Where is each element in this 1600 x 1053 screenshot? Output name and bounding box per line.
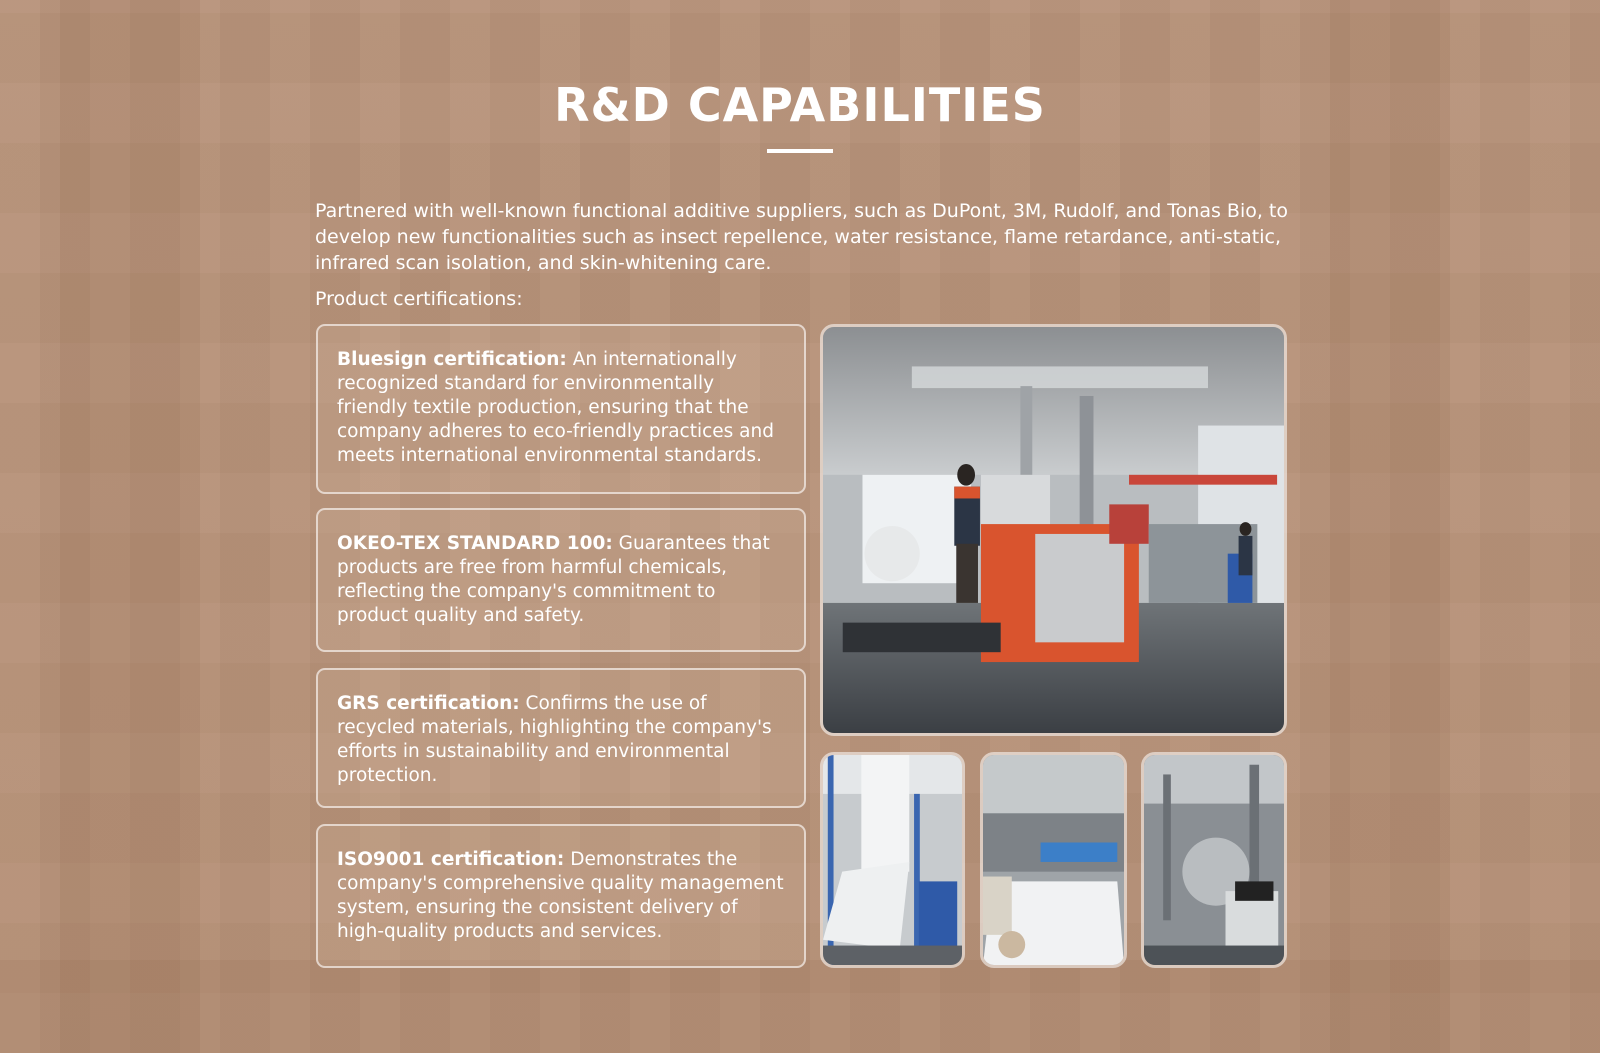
certification-description: Confirms the use of recycled materials, highlighting the company's efforts in sustainability and environmental protection.: [337, 693, 772, 786]
page-title: R&D CAPABILITIES: [554, 78, 1046, 132]
factory-thumbnail-3: [1141, 752, 1287, 968]
certifications-heading: Product certifications:: [315, 288, 523, 310]
intro-paragraph: Partnered with well-known functional additive suppliers, such as DuPont, 3M, Rudolf, and Tonas Bio, to develop new functionalities such as insect repellence, water resistance, flame retardance, anti-static, infrared scan isolation, and skin-whitening care.: [315, 200, 1289, 274]
title-underline: [767, 149, 833, 153]
certification-name: GRS certification:: [337, 693, 520, 714]
certification-card-oeko-tex: [316, 508, 806, 652]
factory-thumbnail-2: [980, 752, 1127, 968]
certification-name: OKEO-TEX STANDARD 100:: [337, 533, 613, 554]
factory-main-photo: [820, 324, 1287, 736]
certification-description: Demonstrates the company's comprehensive quality management system, ensuring the consistent delivery of high-quality products and services.: [337, 849, 784, 942]
certification-name: ISO9001 certification:: [337, 849, 565, 870]
certification-card-iso9001: [316, 824, 806, 968]
certification-name: Bluesign certification:: [337, 349, 567, 370]
certification-card-grs: [316, 668, 806, 808]
certification-description: Guarantees that products are free from harmful chemicals, reflecting the company's commitment to product quality and safety.: [337, 533, 770, 626]
certification-card-bluesign: [316, 324, 806, 494]
certification-description: An internationally recognized standard for environmentally friendly textile production, ensuring that the company adheres to eco-friendly practices and meets international environmental standards.: [337, 349, 774, 466]
factory-thumbnail-1: [820, 752, 965, 968]
